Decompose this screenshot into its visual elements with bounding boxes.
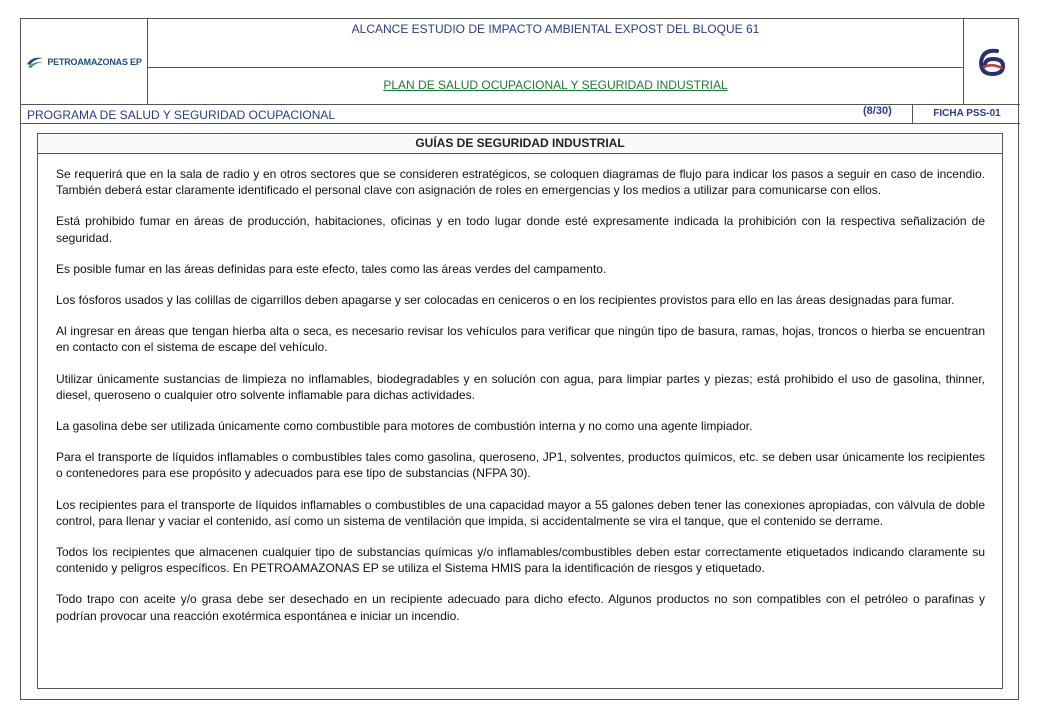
content-body — [38, 154, 1002, 624]
logo-cell — [21, 19, 148, 104]
document-title: ALCANCE ESTUDIO DE IMPACTO AMBIENTAL EXPOST DEL BLOQUE 61 — [148, 19, 963, 68]
program-row — [21, 104, 1020, 124]
petroamazonas-logo-icon — [26, 55, 44, 69]
document-frame — [20, 18, 1019, 700]
right-logo-cell — [963, 19, 1020, 104]
content-heading: GUÍAS DE SEGURIDAD INDUSTRIAL — [38, 134, 1002, 154]
paragraph: Al ingresar en áreas que tengan hierba alta o seca, es necesario revisar los vehículos para verificar que ningún tipo de basura, ramas, hojas, troncos o hierba se encuentran en contacto con el sistema de escape del vehículo. — [56, 324, 985, 355]
company-emblem-icon — [975, 47, 1009, 77]
paragraph: Utilizar únicamente sustancias de limpieza no inflamables, biodegradables y en solución con agua, para limpiar partes y piezas; está prohibido el uso de gasolina, thinner, diesel, queroseno o cualquier otro solvente inflamable para dichas actividades. — [56, 371, 985, 402]
content-box — [37, 133, 1003, 689]
paragraph: La gasolina debe ser utilizada únicamente como combustible para motores de combustión interna y no como una agente limpiador. — [56, 419, 753, 434]
paragraph: Para el transporte de líquidos inflamables o combustibles tales como gasolina, queroseno, JP1, solventes, productos químicos, etc. se deben usar únicamente los recipientes o contenedores para ese propósito y adecuados para ese tipo de substancias (NFPA 30). — [56, 450, 985, 481]
paragraph: Todo trapo con aceite y/o grasa debe ser desechado en un recipiente adecuado para dicho efecto. Algunos productos no son compatibles con el petróleo o parafinas y podrían provocar una reacción exotérmica espontánea e iniciar un incendio. — [56, 592, 985, 623]
page-count: (8/30) — [863, 105, 892, 117]
paragraph: Se requerirá que en la sala de radio y en otros sectores que se consideren estratégicos, se coloquen diagramas de flujo para indicar los pasos a seguir en caso de incendio. También deberá estar claramente identificado el personal clave con asignación de roles en emergencias y los medios a utilizar para comunicarse con ellos. — [56, 167, 985, 198]
paragraph: Es posible fumar en las áreas definidas para este efecto, tales como las áreas verdes del campamento. — [56, 261, 607, 276]
program-label: PROGRAMA DE SALUD Y SEGURIDAD OCUPACIONAL — [27, 108, 336, 122]
document-subtitle: PLAN DE SALUD OCUPACIONAL Y SEGURIDAD INDUSTRIAL — [383, 78, 728, 92]
ficha-code: FICHA PSS-01 — [912, 105, 1021, 123]
logo-text: PETROAMAZONAS EP — [47, 56, 142, 67]
paragraph: Los recipientes para el transporte de líquidos inflamables o combustibles de una capacidad mayor a 55 galones deben tener las conexiones apropiadas, con válvula de doble control, para llenar y vaciar el contenido, así como un sistema de ventilación que impida, si accidentalmente se vira el tanque, que el contenido se derrame. — [56, 497, 985, 528]
paragraph: Los fósforos usados y las colillas de cigarrillos deben apagarse y ser colocadas en ceniceros o en los recipientes provistos para ello en las áreas designadas para fumar. — [56, 293, 955, 308]
paragraph: Todos los recipientes que almacenen cualquier tipo de substancias químicas y/o inflamables/combustibles deben estar correctamente etiquetados indicando claramente su contenido y peligros específicos. En PETROAMAZONAS EP se utiliza el Sistema HMIS para la identificación de riesgos y etiquetado. — [56, 545, 985, 576]
paragraph: Está prohibido fumar en áreas de producción, habitaciones, oficinas y en todo lugar donde esté expresamente indicada la prohibición con la respectiva señalización de seguridad. — [56, 214, 985, 245]
petroamazonas-logo — [26, 55, 141, 69]
